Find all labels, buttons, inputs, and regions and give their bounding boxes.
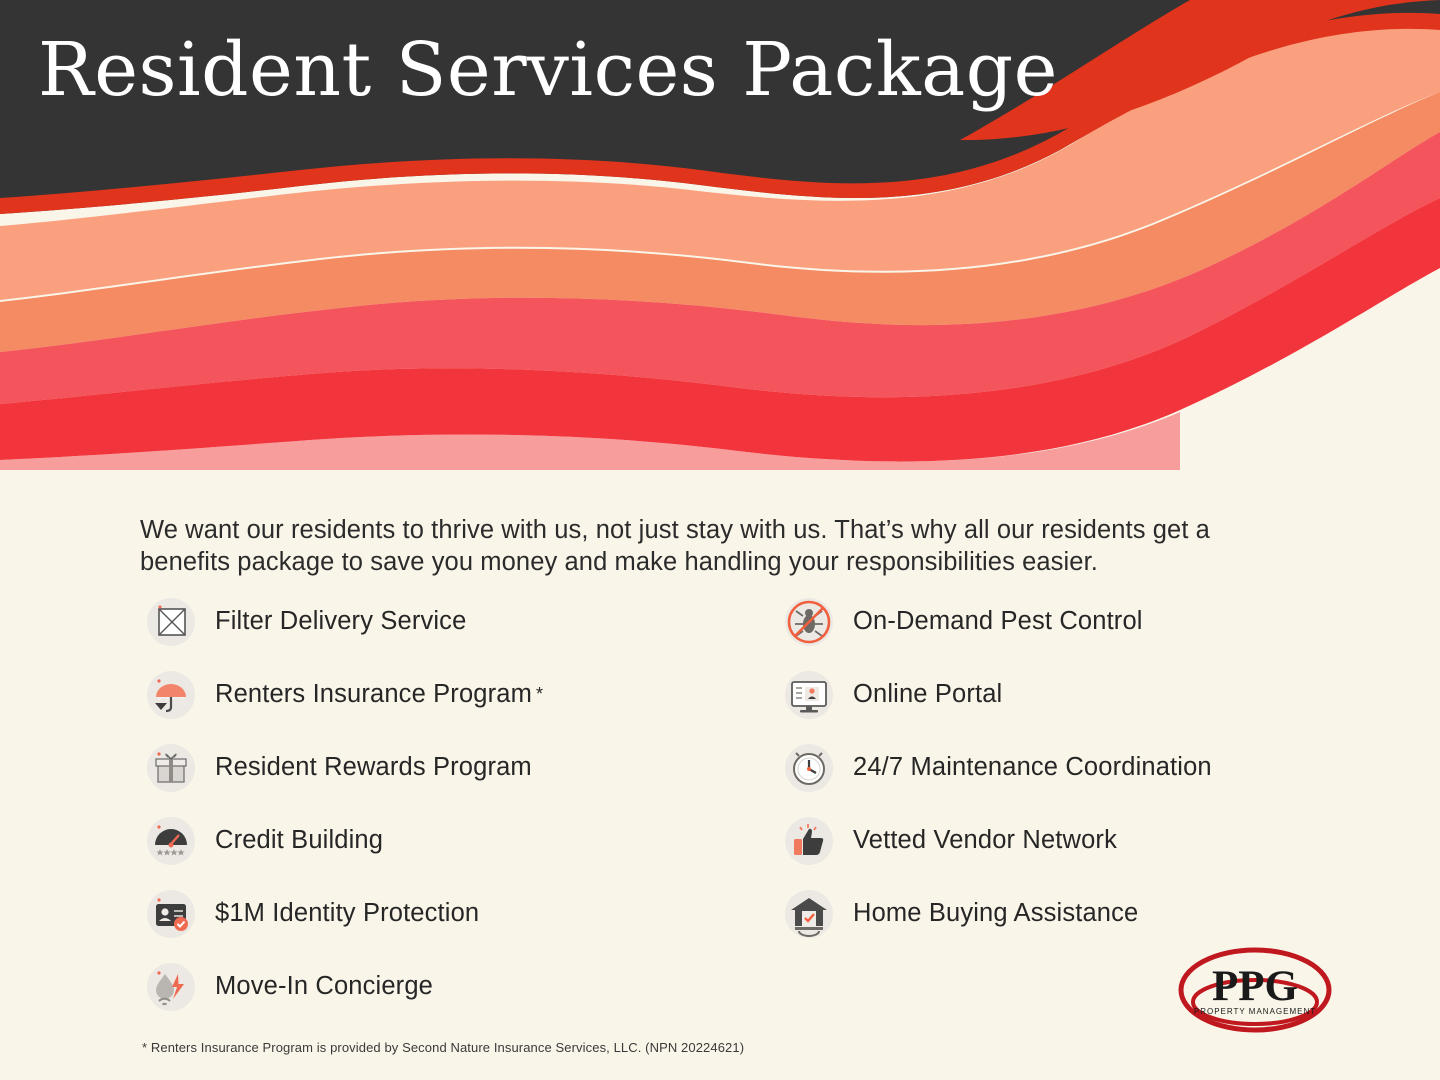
ppg-logo (1178, 940, 1333, 1040)
list-item (145, 950, 765, 1023)
list-item (145, 731, 765, 804)
list-item-label: Filter Delivery Service (215, 607, 467, 635)
clock-icon (783, 742, 835, 794)
list-item (145, 658, 765, 731)
list-item-label: 24/7 Maintenance Coordination (853, 753, 1212, 781)
list-item (783, 585, 1423, 658)
page-title: Resident Services Package (38, 27, 1058, 113)
list-item-label: Move-In Concierge (215, 972, 433, 1000)
credit-score-icon (145, 815, 197, 867)
list-item-label: Online Portal (853, 680, 1003, 708)
footnote: * Renters Insurance Program is provided by Second Nature Insurance Services, LLC. (NPN 20224621) (142, 1040, 745, 1055)
list-item-label: Home Buying Assistance (853, 899, 1139, 927)
list-item (783, 731, 1423, 804)
list-item (145, 877, 765, 950)
list-item (145, 804, 765, 877)
list-item-note: * (535, 684, 543, 704)
list-item (783, 804, 1423, 877)
monitor-icon (783, 669, 835, 721)
gift-icon (145, 742, 197, 794)
umbrella-icon (145, 669, 197, 721)
list-item (145, 585, 765, 658)
list-item-label: $1M Identity Protection (215, 899, 480, 927)
logo-subtitle: PROPERTY MANAGEMENT (1193, 1007, 1317, 1016)
intro-paragraph: We want our residents to thrive with us, not just stay with us. That’s why all our residents get a benefits package to save you money and make handling your responsibilities easier. (140, 515, 1210, 576)
logo-initials: PPG (1212, 963, 1298, 1010)
list-item-label: Vetted Vendor Network (853, 826, 1117, 854)
benefits-column-right (783, 585, 1423, 950)
header-banner (0, 0, 1440, 470)
benefits-column-left (145, 585, 765, 1023)
no-pest-icon (783, 596, 835, 648)
list-item-label: On-Demand Pest Control (853, 607, 1143, 635)
list-item-label: Renters Insurance Program (215, 680, 532, 708)
list-item-label: Resident Rewards Program (215, 753, 532, 781)
utilities-icon (145, 961, 197, 1013)
list-item-label: Credit Building (215, 826, 384, 854)
filter-icon (145, 596, 197, 648)
house-check-icon (783, 888, 835, 940)
list-item (783, 658, 1423, 731)
thumbs-up-icon (783, 815, 835, 867)
id-shield-icon (145, 888, 197, 940)
